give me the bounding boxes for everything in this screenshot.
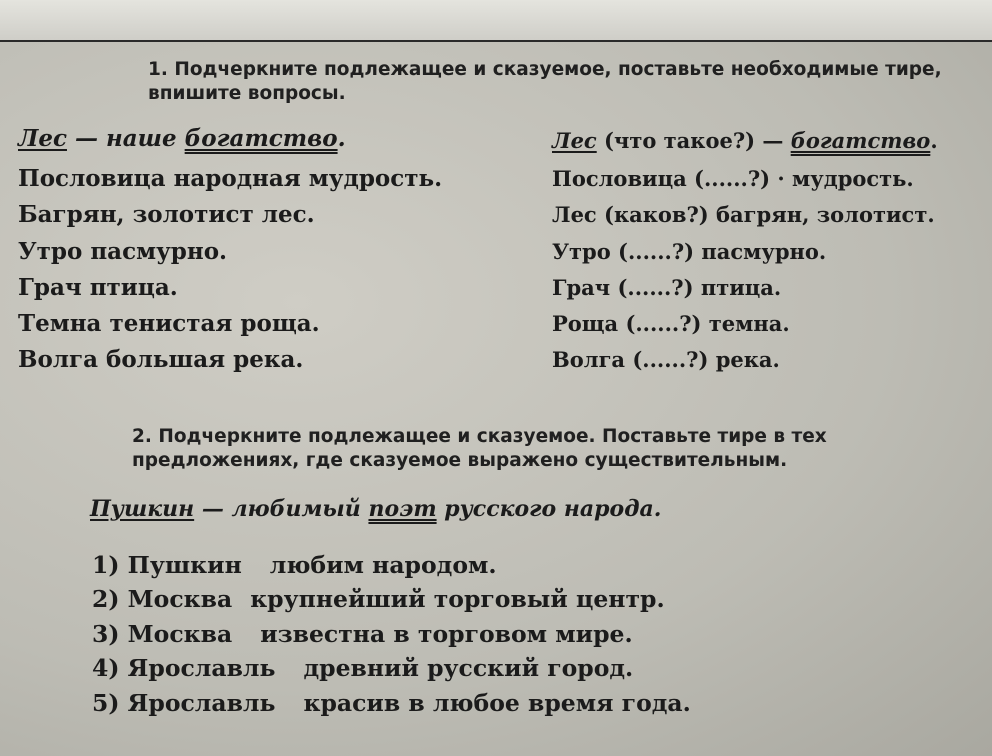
task1-example-left xyxy=(18,125,346,152)
answer-item: Волга (......?) река. xyxy=(552,347,780,373)
example-predicate: богатство xyxy=(184,125,338,152)
example-subject: Лес xyxy=(18,125,67,152)
page-top-band xyxy=(0,0,992,42)
item-number: 1) xyxy=(92,551,120,579)
item-rest: красив в любое время года. xyxy=(303,688,691,717)
item-number: 5) xyxy=(92,688,120,717)
item-rest: известна в торговом мире. xyxy=(260,619,633,648)
task2-items xyxy=(92,548,691,720)
list-item xyxy=(92,582,691,616)
task2-example-end: русского народа. xyxy=(436,496,662,522)
sentence-item: Багрян, золотист лес. xyxy=(18,201,315,229)
item-subject: Москва xyxy=(127,585,233,614)
sentence-item: Темна тенистая роща. xyxy=(18,310,320,338)
example-end: . xyxy=(337,125,346,152)
answer-item: Лес (каков?) багрян, золотист. xyxy=(552,202,935,228)
task2-heading: 2. Подчеркните подлежащее и сказуемое. Поставьте тире в тех предложениях, где сказуемое выражено существительным. xyxy=(132,426,827,471)
example-right-subject: Лес xyxy=(552,128,597,153)
task2-example-predicate: поэт xyxy=(368,496,437,522)
answer-item: Пословица (......?) · мудрость. xyxy=(552,166,914,191)
example-right-predicate: богатство xyxy=(790,128,931,153)
task1-heading: 1. Подчеркните подлежащее и сказуемое, поставьте необходимые тире, впишите вопросы. xyxy=(148,59,942,104)
item-rest: крупнейший торговый центр. xyxy=(250,585,665,614)
list-item xyxy=(92,617,691,651)
answer-item: Роща (......?) темна. xyxy=(552,311,790,337)
item-subject: Ярославль xyxy=(127,688,276,717)
item-subject: Пушкин xyxy=(127,551,242,579)
list-item xyxy=(92,686,691,720)
sentence-item: Грач птица. xyxy=(18,273,178,301)
example-right-end: . xyxy=(930,128,938,153)
item-number: 3) xyxy=(92,619,120,648)
list-item xyxy=(92,548,691,582)
example-right-question: (что такое?) — xyxy=(596,128,791,153)
item-number: 4) xyxy=(92,654,120,683)
answer-item: Утро (......?) пасмурно. xyxy=(552,238,827,264)
sentence-item: Утро пасмурно. xyxy=(18,237,228,265)
example-dash: — наше xyxy=(66,125,185,152)
answer-item: Грач (......?) птица. xyxy=(552,274,782,300)
task1-answers xyxy=(552,161,935,379)
item-rest: любим народом. xyxy=(269,551,497,579)
task1-sentences xyxy=(18,161,442,379)
task2-example-subject: Пушкин xyxy=(90,496,195,522)
sentence-item: Волга большая река. xyxy=(18,346,304,374)
sentence-item: Пословица народная мудрость. xyxy=(18,165,443,192)
item-subject: Ярославль xyxy=(127,654,276,683)
item-number: 2) xyxy=(92,585,120,614)
list-item xyxy=(92,651,691,685)
task2-example-mid: — любимый xyxy=(194,496,369,522)
item-subject: Москва xyxy=(127,619,233,648)
task2-example xyxy=(90,496,661,522)
task1-example-right xyxy=(552,128,938,153)
item-rest: древний русский город. xyxy=(303,654,634,683)
